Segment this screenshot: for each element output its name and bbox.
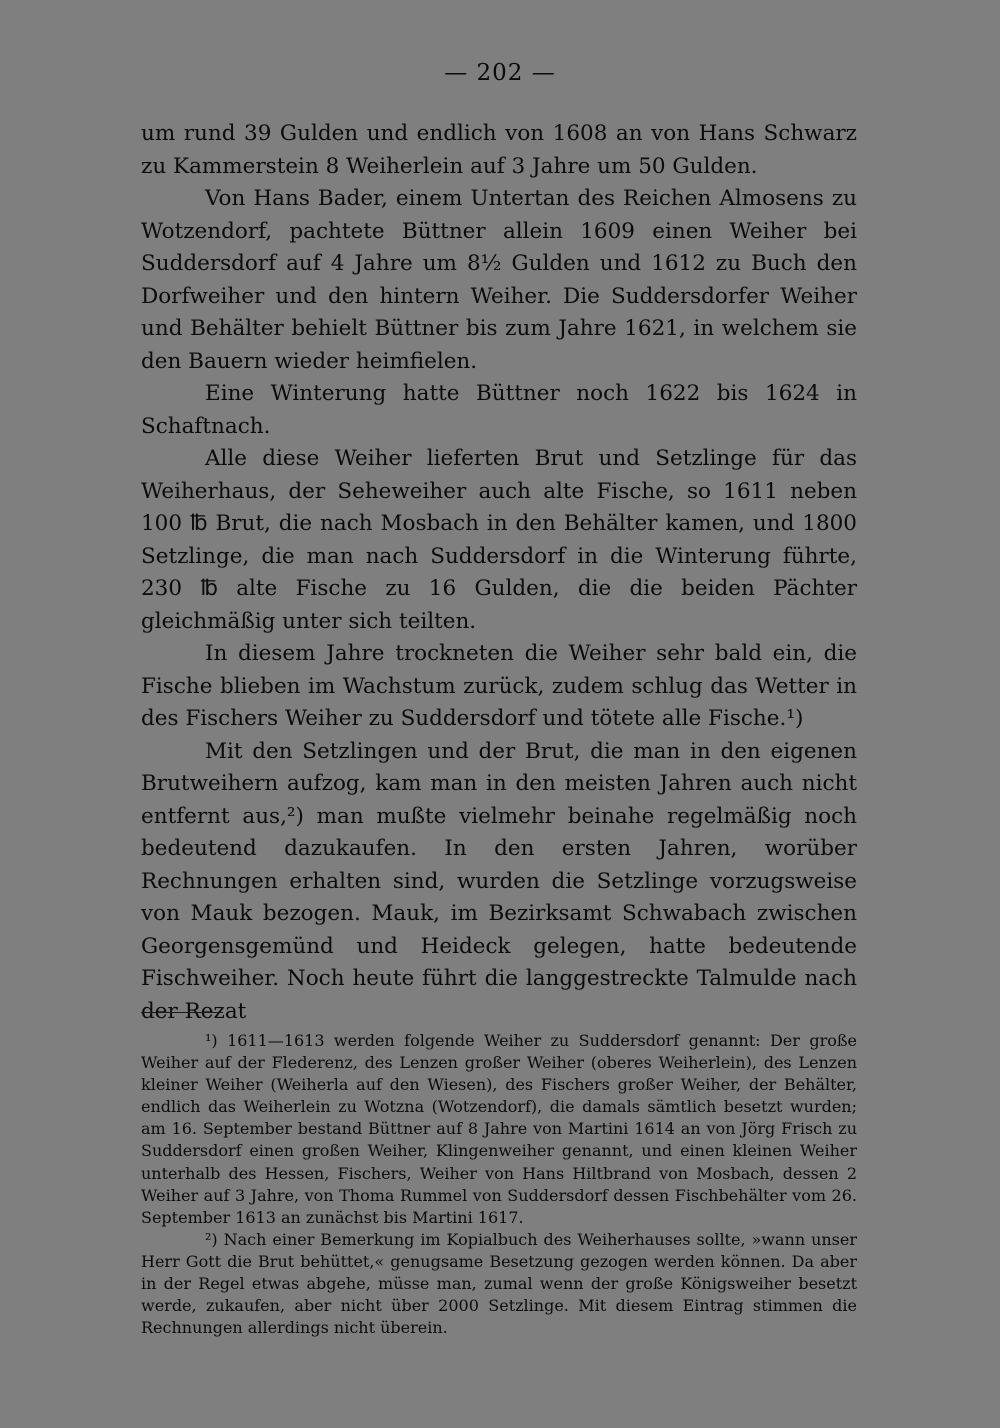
paragraph: Mit den Setzlingen und der Brut, die man in den eigenen Brutweihern aufzog, kam man in den meisten Jahren auch nicht entfernt aus,²) man mußte vielmehr beinahe regelmäßig noch bedeutend dazukaufen. In den ersten Jahren, worüber Rechnungen erhalten sind, wurden die Setzlinge vorzugsweise von Mauk bezogen. Mauk, im Bezirksamt Schwabach zwischen Georgensgemünd und Heideck gelegen, hatte bedeutende Fischweiher. Noch heute führt die langgestreckte Talmulde nach der Rezat <box>141 738 857 1024</box>
footnote: ²) Nach einer Bemerkung im Kopialbuch des Weiherhauses sollte, »wann unser Herr Gott die Brut behüttet,« genugsame Besetzung gezogen werden können. Da aber in der Regel etwas abgehe, müsse man, zumal wenn der große Königsweiher besetzt werde, zukaufen, aber nicht über 2000 Setzlinge. Mit diesem Eintrag stimmen die Rechnungen allerdings nicht überein. <box>141 1229 857 1338</box>
paragraph: um rund 39 Gulden und endlich von 1608 an von Hans Schwarz zu Kammerstein 8 Weiherlein auf 3 Jahre um 50 Gulden. <box>141 121 857 179</box>
paragraph: Eine Winterung hatte Büttner noch 1622 bis 1624 in Schaftnach. <box>141 381 857 439</box>
footnote-separator <box>141 1012 223 1013</box>
main-text <box>141 118 857 1028</box>
paragraph: In diesem Jahre trockneten die Weiher sehr bald ein, die Fische blieben im Wachstum zurück, zudem schlug das Wetter in des Fischers Weiher zu Suddersdorf und tötete alle Fische.¹) <box>141 641 857 731</box>
footnotes <box>141 1030 857 1339</box>
paragraph: Alle diese Weiher lieferten Brut und Setzlinge für das Weiherhaus, der Seheweiher auch alte Fische, so 1611 neben 100 ℔ Brut, die nach Mosbach in den Behälter kamen, und 1800 Setzlinge, die man nach Suddersdorf in die Winterung führte, 230 ℔ alte Fische zu 16 Gulden, die die beiden Pächter gleichmäßig unter sich teilten. <box>141 446 857 634</box>
paragraph: Von Hans Bader, einem Untertan des Reichen Almosens zu Wotzendorf, pachtete Büttner allein 1609 einen Weiher bei Suddersdorf auf 4 Jahre um 8½ Gulden und 1612 zu Buch den Dorfweiher und den hintern Weiher. Die Suddersdorfer Weiher und Behälter behielt Büttner bis zum Jahre 1621, in welchem sie den Bauern wieder heimfielen. <box>141 186 857 374</box>
page-number: — 202 — <box>444 60 556 86</box>
footnote: ¹) 1611—1613 werden folgende Weiher zu Suddersdorf genannt: Der große Weiher auf der Flederenz, des Lenzen großer Weiher (oberes Weiherlein), des Lenzen kleiner Weiher (Weiherla auf den Wiesen), des Fischers großer Weiher, der Behälter, endlich das Weiherlein zu Wotzna (Wotzendorf), die damals sämtlich besetzt wurden; am 16. September bestand Büttner auf 8 Jahre von Martini 1614 an von Jörg Frisch zu Suddersdorf einen großen Weiher, Klingenweiher genannt, und einen kleinen Weiher unterhalb des Hessen, Fischers, Weiher von Hans Hiltbrand von Mosbach, dessen 2 Weiher auf 3 Jahre, von Thoma Rummel von Suddersdorf dessen Fischbehälter vom 26. September 1613 an zunächst bis Martini 1617. <box>141 1031 857 1227</box>
